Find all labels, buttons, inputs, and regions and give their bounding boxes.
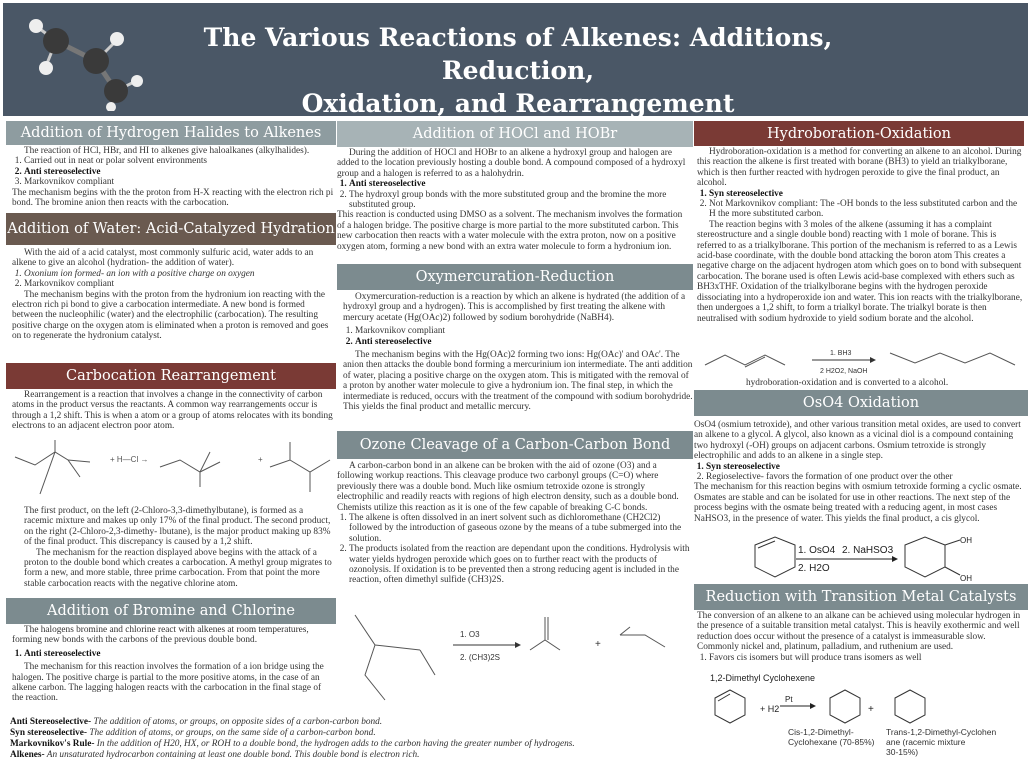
glossary (10, 717, 730, 761)
section-bromine: The halogens bromine and chlorine react with alkenes at room temperatures, forming new bonds with the carbons of the previous double bond. 1. Anti stereoselective The mechanism for this reaction involves the formation of a ion bridge using the halogen. The positive charge is partial to the more positive atoms, in the case of an alkene carbon. The lagging halogen reacts with the carbocation in the final stage of the reaction. (12, 625, 334, 704)
header-oxymercuration: Oxymercuration-Reduction (337, 264, 693, 290)
product-cis-label-2: Cyclohexane (70-85%) (788, 737, 875, 747)
oso4-reagent-1: 1. OsO4 (798, 545, 836, 556)
product-trans-label-2: ane (racemic mixture (886, 737, 966, 747)
oso4-scheme (740, 535, 980, 583)
section-metal-reduction: The conversion of an alkene to an alkane can be achieved using molecular hydrogen in the presence of a suitable transition metal catalyst. This is heavily exothermic and well reduction does occur without the presence of a catalyst is immeasurable slow. Commonly nickel and, platinum, palladium, and ruthenium are used. 1. Favors cis isomers but will produce trans isomers as well (697, 611, 1023, 663)
header-rearrangement: Carbocation Rearrangement (6, 363, 336, 389)
h2-reagent: + H2 (760, 704, 780, 714)
section-rearrangement-intro: Rearrangement is a reaction that involves a change in the connectivity of carbon atoms in the product versus the reactants. A common way rearrangements occur is through a 1,2 shift. This is when a atom or a group of atoms relocates with its bonding electrons to an adjacent electron poor atom. (12, 390, 333, 432)
section-oxymercuration: Oxymercuration-reduction is a reaction by which an alkene is hydrated (the addition of a hydroxyl group and a hydrogen). This is accomplished by first treating the alkene with mercury acetate (Hg(OAc)2) followed by sodium borohydride (NaBH4). 1. Markovnikov compliant 2. Anti stereoselective The mechanism begins with the Hg(OAc)2 forming two ions: Hg(OAc)' and OAc'. The anion then attacks the double bond forming a mercurinium ion intermediate. The anti addition of water, placing a positive charge on the oxygen atom. This is mitigated with the removal of a proton by another water molecule to give a hydronium ion. The final step, in which the intermediate is reduced, occurs with the treatment of the compound with sodium borohydride. This yields the final product and metallic mercury. (343, 292, 693, 412)
title-banner (3, 3, 1028, 116)
svg-text:+: + (258, 455, 263, 464)
header-hocl: Addition of HOCl and HOBr (337, 121, 693, 147)
svg-text:+: + (595, 639, 601, 650)
header-metal-reduction: Reduction with Transition Metal Catalysts (694, 584, 1028, 610)
hydroboration-scheme (700, 343, 1028, 378)
oso4-reagent-2: 2. NaHSO3 (842, 545, 894, 556)
product-trans-label-3: 30-15%) (886, 747, 919, 757)
section-hocl: During the addition of HOCl and HOBr to an alkene a hydroxyl group and halogen are added to the location previously hosting a double bond. A compound composed of a hydroxyl group and a halogen is referred to as a halohydrin. 1. Anti stereoselective 2. The hydroxyl group bonds with the more substituted group and the bromine the more substituted group. This reaction is conducted using DMSO as a solvent. The mechanism involves the formation of a halogen bridge. The positive charge is more partial to the more substituted carbon. This new carbocation then reacts with a water molecule with the extra proton, now on a positive oxygen atom, forming a new bond with an extra water molecule to form a hydronium ion. (337, 148, 691, 252)
scheme-start-label: 1,2-Dimethyl Cyclohexene (710, 673, 816, 683)
ozonolysis-scheme (345, 605, 695, 710)
glossary-item: Syn stereoselective- The addition of atoms, or groups, on the same side of a carbon-carbon bond. (10, 728, 376, 738)
ozone-reagent-1: 1. O3 (460, 630, 480, 639)
header-ozone: Ozone Cleavage of a Carbon-Carbon Bond (337, 431, 693, 459)
pt-catalyst: Pt (785, 695, 793, 704)
header-hydration: Addition of Water: Acid-Catalyzed Hydration (6, 213, 336, 245)
svg-text:OH: OH (960, 536, 972, 545)
rearrangement-scheme (10, 432, 335, 502)
poster-title: The Various Reactions of Alkenes: Additions, Reduction, Oxidation, and Rearrangement (203, 23, 833, 118)
svg-text:+ H—Cl →: + H—Cl → (110, 455, 149, 464)
glossary-item: Markovnikov's Rule- In the addition of H20, HX, or ROH to a double bond, the hydrogen adds to the carbon having the greater number of hydrogens. (10, 739, 575, 749)
hb-reagent-1: 1. BH3 (830, 350, 852, 357)
svg-text:OH: OH (960, 574, 972, 583)
svg-text:+: + (868, 704, 874, 715)
section-oso4: OsO4 (osmium tetroxide), and other various transition metal oxides, are used to convert an alkene to a glycol. A glycol, also known as a vicinal diol is a compound containing two hydroxyl (-OH) groups on adjacent carbons. Osmium tetroxide is strongly electrophilic and adds to an alkene in a single step. 1. Syn stereoselective 2. Regioselective- favors the formation of one product over the other The mechanism for this reaction begins with osmium tetroxide forming a cyclic osmate. Osmates are stable and can be isolated for use in other reactions. The next step of the process begins with the osmate being treated with a reducing agent, in most cases NaHSO3, in the presence of water. This yields the final product, a cis glycol. (694, 420, 1024, 524)
section-hydration: With the aid of a acid catalyst, most commonly sulfuric acid, water adds to an alkene to give an alcohol (hydration- the addition of water). 1. Oxonium ion formed- an ion with a positive charge on oxygen 2. Markovnikov compliant The mechanism begins with the proton from the hydronium ion reacting with the electron rich pi bond to give a carbocation intermediate. A new bond is formed between the nucleophilic (water) and the electrophilic (carbocation). The resulting positive charge on the oxygen atom is eliminated when a proton is removed and goes on to regenerate the hydronium catalyst. (12, 248, 334, 342)
molecule-model-icon (21, 11, 151, 111)
glossary-item: Alkenes- An unsaturated hydrocarbon containing at least one double bond. This double bond is electron rich. (10, 750, 420, 760)
oso4-reagent-3: 2. H2O (798, 563, 830, 574)
product-cis-label-1: Cis-1,2-Dimethyl- (788, 727, 854, 737)
section-ozone: A carbon-carbon bond in an alkene can be broken with the aid of ozone (O3) and a following workup reactions. This cleavage produce two carbonyl groups (C=O) where previously there was a double bond. Much like osmium tetroxide ozone is strongly electrophilic and readily reacts with regions of high electron density, such as a double bond. Chemists utilize this reaction as it is one of the few capable of breaking C-C bonds. 1. The alkene is often dissolved in an inert solvent such as dichloromethane (CH2Cl2) followed by the introduction of gaseous ozone by the means of a tube submerged into the solution. 2. The products isolated from the reaction are dependant upon the conditions. Hydrolysis with water yields hydrogen peroxide which goes on to further react with the products of ozonolysis. If oxidation is to be prevented then a strong reducing agent is included in the reaction, often dimethyl sulfide (CH3)2S. (337, 461, 691, 586)
section-rearrangement-body: The first product, on the left (2-Chloro-3,3-dimethylbutane), is formed as a racemic mixture and makes up only 17% of the final product. The second product, on the right (2-Chloro-2,3-dimethy- lbutane), is the major product making up 83% of the final product. This discrepancy is caused by a 1,2 shift. The mechanism for the reaction displayed above begins with the attack of a proton to the double bond which creates a carbocation. A methyl group migrates to form a new, and more stable, three prime carbocation. From that point the more stable carbocation reacts with the negative chlorine atom. (24, 506, 332, 589)
header-oso4: OsO4 Oxidation (694, 390, 1028, 416)
ozone-reagent-2: 2. (CH3)2S (460, 653, 501, 662)
product-trans-label-1: Trans-1,2-Dimethyl-Cyclohen (886, 727, 997, 737)
header-hx: Addition of Hydrogen Halides to Alkenes (6, 121, 336, 145)
hb-reagent-2: 2 H2O2, NaOH (820, 368, 868, 375)
header-bromine: Addition of Bromine and Chlorine (6, 598, 336, 624)
section-hydroboration: Hydroboration-oxidation is a method for converting an alkene to an alcohol. During this reaction the alkene is first treated with borane (BH3) to yield an trialkylborane, which is then further reacted with hydrogen peroxide to give the final product, an alcohol. 1. Syn stereoselective 2. Not Markovnikov compliant: The -OH bonds to the less substituted carbon and the H the more substituted carbon. The reaction begins with 3 moles of the alkene (assuming it has a complaint stereostructure and a single double bond) reacting with 1 mole of borane. This is referred to as a trialkylborane. This portion of the mechanism is referred to as a Lewis acid-base coordinate, with the double bond attacking the boron atom This creates a negative charge on the adjacent hydrogen atom which goes on to bond with subsequent carbocation. The borane used is often Lewis acid-base complexed with ethers such as BH3xTHF. Oxidation of the trialkylborane begins with the hydrogen peroxide dissociating into a hydroperoxide ion and water. This ion reacts with the trialkylborane, then undergoes a 1,2 shift, to form a trialkyl borate. The trialkyl borate is then neutralised with sodium hydroxide to yield sodium borate and the alcohol. (697, 147, 1023, 324)
metal-reduction-scheme (700, 670, 1028, 773)
glossary-item: Anti Stereoselective- The addition of atoms, or groups, on opposite sides of a carbon-carbon bond. (10, 717, 383, 727)
hydroboration-caption: hydroboration-oxidation and is converted to a alcohol. (746, 378, 949, 388)
section-hx: The reaction of HCl, HBr, and HI to alkenes give haloalkanes (alkylhalides). 1. Carried out in neat or polar solvent environments 2. Anti stereoselective 3. Markovnikov compliant The mechanism begins with the the proton from H-X reacting with the electron rich pi bond. The bromine anion then reacts with the carbocation. (12, 146, 334, 208)
header-hydroboration: Hydroboration-Oxidation (694, 121, 1024, 146)
